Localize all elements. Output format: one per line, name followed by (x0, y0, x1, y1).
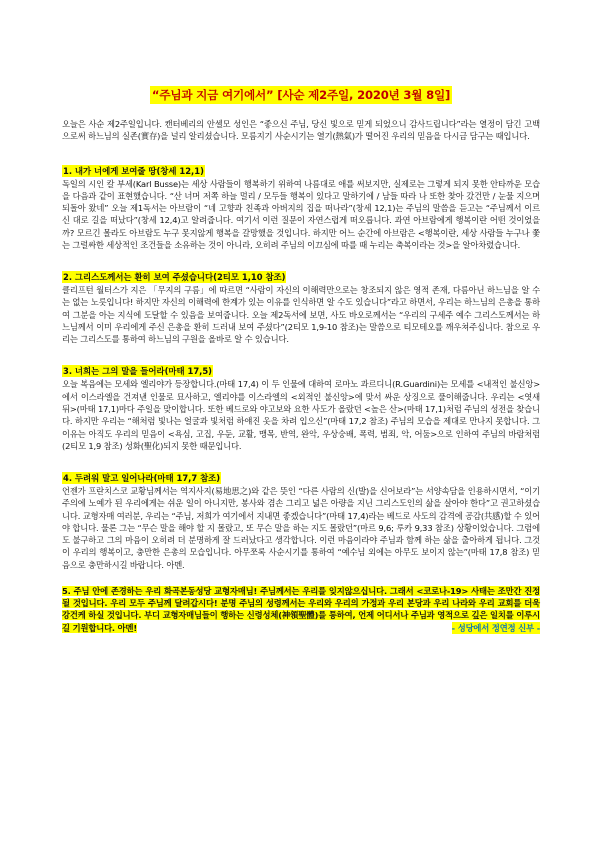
document-title: “주님과 지금 여기에서” [사순 제2주일, 2020년 3월 8일] (151, 88, 451, 102)
title-wrap (62, 84, 540, 104)
section-heading: 1. 내가 너에게 보여줄 땅(창세 12,1) (63, 165, 204, 176)
closing-section (62, 585, 540, 634)
section-body: 독일의 시인 칼 부세(Karl Busse)는 세상 사람들이 행복하기 위하여 나름대로 애를 써보지만, 실제로는 그렇게 되지 못한 안타까운 모습을 다음과 같이 표현했습니다. “산 너머 저쪽 하늘 멀리 / 모두들 행복이 있다고 말하기에 / 남들 따라 나 또한 찾아 갔건만 / 눈물 지으며 되돌아 왔네” 오늘 제1독서는 아브람이 “네 고향과 친족과 아버지의 집을 떠나라”(창세 12,1)는 주님의 말씀을 듣고는 “주님께서 이르신 대로 길을 떠났다”(창세 12,4)고 알려줍니다. 여기서 이런 질문이 자연스럽게 떠오릅니다. 과연 아브람에게 행복이란 어떤 것이었을까? 모르긴 몰라도 아브람도 누구 못지않게 행복을 갈망했을 것입니다. 하지만 어느 순간에 아브람은 <행복이란, 세상 사람들 누구나 쫓는 그럴싸한 세상적인 조건들을 소유하는 것이 아니라, 오히려 주님의 이끄심에 따를 때 누리는 축복이라는 것>을 알아차렸습니다. (62, 178, 540, 250)
section-body: 언젠가 프란치스코 교황님께서는 역지사지(易地思之)와 같은 뜻인 “다른 사람의 신(발)을 신어보라”는 서양속담을 인용하시면서, “이기주의에 노예가 된 우리에게는 쉬운 일이 아니지만, 봉사와 겸손 그리고 넓은 아량을 지닌 그리스도인의 삶을 살아야 한다”고 권고하셨습니다. 교형자매 여러분, 우리는 “주님, 저희가 여기에서 지내면 좋겠습니다”(마태 17,4)라는 베드로 사도의 감격에 공감(共感)할 수 있어야 합니다. 물론 그는 “무슨 말을 해야 할 지 몰랐고, 또 무슨 말을 하는 지도 몰랐던”(마르 9,6; 루카 9,33 참조) 상황이었습니다. 그럼에도 불구하고 그의 마음이 오히려 더 분명하게 잘 드러났다고 생각합니다. 이런 마음이라야 주님과 함께 하는 삶을 출아하게 됩니다. 그것이 우리의 행복이고, 충만한 은총의 모습입니다. 아무쪼록 사순시기를 통하여 “예수님 외에는 아무도 보이지 않는”(마태 17,8 참조) 믿음으로 충만하시길 바랍니다. 아멘. (62, 486, 540, 570)
section-2 (62, 265, 540, 345)
signature: - 성당에서 정연정 신부 - (451, 622, 540, 633)
section-1 (62, 159, 540, 252)
section-4 (62, 466, 540, 571)
section-3 (62, 359, 540, 452)
section-heading: 3. 너희는 그의 말을 들어라(마태 17,5) (63, 366, 212, 377)
section-heading: 2. 그리스도께서는 환히 보여 주셨습니다(2티모 1,10 참조) (63, 272, 286, 283)
section-body: 클리프턴 월터스가 지은 「무지의 구름」에 따르면 “사람이 자신의 이해력만으로는 창조되지 않은 영적 존재, 다름아닌 하느님을 알 수는 없는 노릇입니다! 하지만 자신의 이해력에 한계가 있는 이유를 인식하면 알 수도 있습니다”라고 하면서, 우리는 하느님의 은총을 통하여 그분을 아는 지식에 도달할 수 있음을 보여줍니다. 오늘 제2독서에 보면, 사도 바오로께서는 “우리의 구세주 예수 그리스도께서는 하느님께서 이미 우리에게 주신 은총을 환히 드러내 보여 주셨다”(2티모 1,9-10 참조)는 말씀으로 티모테오를 깨우쳐주십니다. 참으로 우리는 그리스도를 통하여 하느님의 구원을 올바로 알 수 있습니다. (62, 285, 540, 345)
intro-paragraph: 오늘은 사순 제2주일입니다. 캔터베리의 안셀모 성인은 “좋으신 주님, 당신 빛으로 믿게 되었으니 감사드립니다”라는 열정이 담긴 고백으로써 하느님의 실존(實存)을 널리 알리셨습니다. 모름지기 사순시기는 열기(熱氣)가 떨어진 우리의 믿음을 다시금 담구는 때입니다. (62, 119, 540, 142)
section-body: 오늘 복음에는 모세와 엘리야가 등장합니다.(마태 17,4) 이 두 인물에 대하여 로마노 과르디니(R.Guardini)는 모세를 <내적인 불신앙>에서 이스라엘을 건져낸 인물로 묘사하고, 엘리야를 이스라엘의 <외적인 불신앙>에 맞서 싸운 상징으로 풀이해줍니다. 우리는 <엿새 뒤>(마태 17,1)마다 주일을 맞이합니다. 또한 베드로와 야고보와 요한 사도가 올랐던 <높은 산>(마태 17,1)처럼 주님의 성전을 찾습니다. 하지만 우리는 “해처럼 빛나는 얼굴과 빛처럼 하얘진 옷을 차려 입으신”(마태 17,2 참조) 주님의 모습을 제대로 만나지 못합니다. 그 이유는 아직도 우리의 믿음이 <욕심, 고집, 우둔, 교활, 맹목, 반역, 완악, 우상숭배, 폭력, 범죄, 악, 어둠>으로 인하여 주님의 바람처럼(2티모 1,9 참조) 성화(聖化)되지 못한 때문입니다. (62, 379, 540, 451)
closing-text: 5. 주님 안에 존경하는 우리 화곡본동성당 교형자매님! 주님께서는 우리를 잊지않으십니다. 그래서 <코로나-19> 사태는 조만간 진정될 것입니다. 우리 모두 주님께 달려갑시다! 분명 주님의 성령께서는 우리와 우리의 가정과 우리 본당과 우리 나라와 우리 교회를 더욱 강건케 하실 것입니다. 부디 교형자매님들이 행하는 신령성체(神領聖體)를 통하여, 언제 어디서나 주님과 영적으로 깊은 일치를 이루시길 기원합니다. 아멘! (62, 585, 540, 633)
document-page (62, 84, 540, 634)
closing-paragraph (62, 585, 540, 634)
section-heading: 4. 두려워 말고 일어나라(마태 17,7 참조) (63, 473, 221, 484)
